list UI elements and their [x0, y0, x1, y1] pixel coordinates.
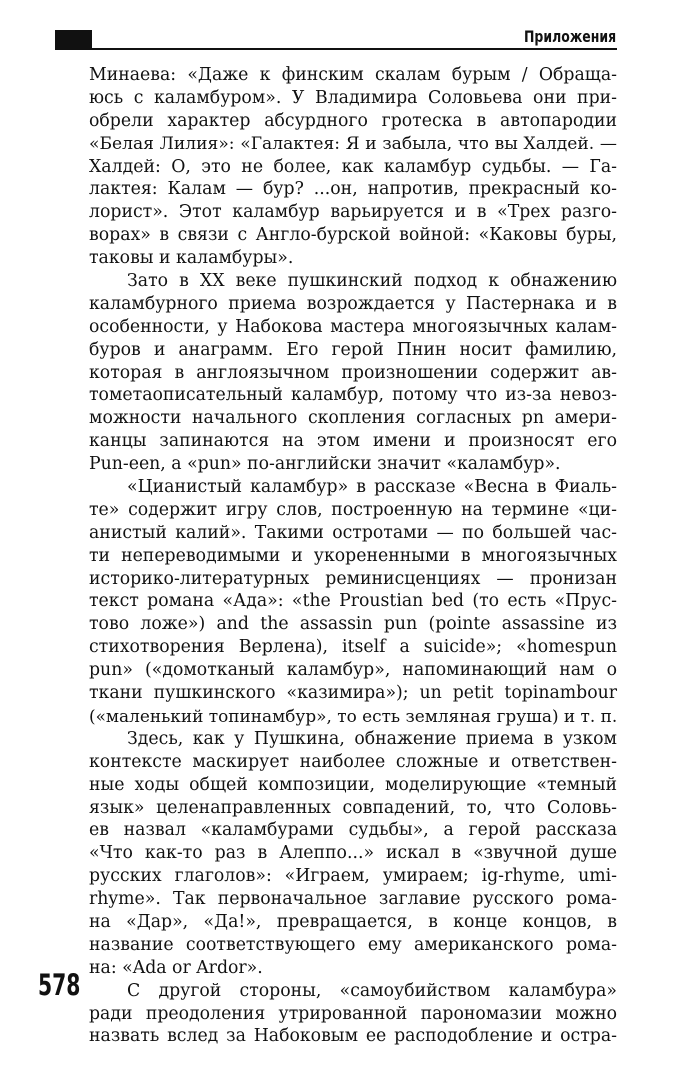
text-line: стихотворения Верлена), itself a suicide»; «homespun [89, 637, 617, 658]
text-line: Халдей: О, это не более, как каламбур судьбы. — Га- [89, 156, 617, 177]
page-number: 578 [38, 968, 81, 1002]
text-line: лорист». Этот каламбур варьируется и в «Трех разго- [89, 202, 617, 223]
text-line-paragraph-start: «Цианистый каламбур» в рассказе «Весна в Фиаль- [127, 477, 617, 498]
text-line: те» содержит игру слов, построенную на термине «ци- [89, 499, 617, 520]
text-line: ворах» в связи с Англо-бурской войной: «Каковы буры, [89, 225, 617, 246]
text-line: таковы и каламбуры». [89, 248, 294, 269]
text-line: текст романа «Ада»: «the Proustian bed (то есть «Прус- [89, 591, 617, 612]
body-text [89, 64, 617, 1048]
text-line: ткани пушкинского «казимира»); un petit topinambour [89, 683, 617, 704]
text-line: которая в англоязычном произношении содержит ав- [89, 362, 617, 383]
text-line: анистый калий». Такими остротами — по большей час- [89, 522, 617, 543]
text-line-paragraph-start: С другой стороны, «самоубийством каламбура» [127, 980, 617, 1001]
text-line: язык» целенаправленных совпадений, то, что Соловь- [89, 797, 617, 818]
text-line: лактея: Калам — бур? ...он, напротив, прекрасный ко- [89, 179, 617, 200]
text-line: ти непереводимыми и укорененными в многоязычных [89, 545, 617, 566]
text-line: обрели характер абсурдного гротеска в автопародии [89, 110, 617, 131]
text-line: канцы запинаются на этом имени и произносят его [89, 431, 617, 452]
text-line: ные ходы общей композиции, моделирующие «темный [89, 774, 617, 795]
text-line: название соответствующего ему американского рома- [89, 934, 617, 955]
text-line: ради преодоления утрированной парономазии можно [89, 1003, 617, 1024]
text-line: Pun-een, а «pun» по-английски значит «каламбур». [89, 454, 561, 475]
text-line-paragraph-start: Здесь, как у Пушкина, обнажение приема в узком [127, 728, 617, 749]
running-header-title: Приложения [523, 27, 616, 46]
header-rule [55, 48, 617, 50]
text-line: буров и анаграмм. Его герой Пнин носит фамилию, [89, 339, 617, 360]
text-line-paragraph-start: Зато в XX веке пушкинский подход к обнажению [127, 271, 617, 292]
text-line: историко-литературных реминисценциях — пронизан [89, 568, 617, 589]
text-line: на «Дар», «Да!», превращается, в конце концов, в [89, 911, 617, 932]
text-line: тово ложе») and the assassin pun (pointe assassine из [89, 614, 617, 635]
text-line: «Белая Лилия»: «Галактея: Я и забыла, что вы Халдей. — [89, 133, 617, 154]
text-line: тометаописательный каламбур, потому что из-за невоз- [89, 385, 617, 406]
text-line: Минаева: «Даже к финским скалам бурым / Обраща- [89, 65, 617, 85]
text-line: («маленький топинамбур», то есть земляная груша) и т. п. [89, 705, 618, 726]
header-marker-bar [55, 30, 92, 50]
text-line: pun» («домотканый каламбур», напоминающий нам о [89, 660, 617, 681]
text-line: особенности, у Набокова мастера многоязычных калам- [89, 316, 617, 337]
text-line: назвать вслед за Набоковым ее расподобление и остра- [89, 1026, 617, 1047]
text-line: ев назвал «каламбурами судьбы», а герой рассказа [89, 820, 617, 841]
text-line: русских глаголов»: «Играем, умираем; ig-rhyme, umi- [89, 866, 617, 887]
text-line: можности начального скопления согласных pn амери- [89, 408, 617, 429]
text-line: контексте маскирует наиболее сложные и ответствен- [89, 751, 617, 772]
text-line: каламбурного приема возрождается у Пастернака и в [89, 293, 617, 314]
text-line: юсь с каламбуром». У Владимира Соловьева они при- [89, 87, 617, 108]
text-line: «Что как-то раз в Алеппо...» искал в «звучной душе [89, 843, 617, 864]
text-line: rhyme». Так первоначальное заглавие русского рома- [89, 889, 617, 910]
text-line: на: «Ada or Ardor». [89, 957, 263, 978]
